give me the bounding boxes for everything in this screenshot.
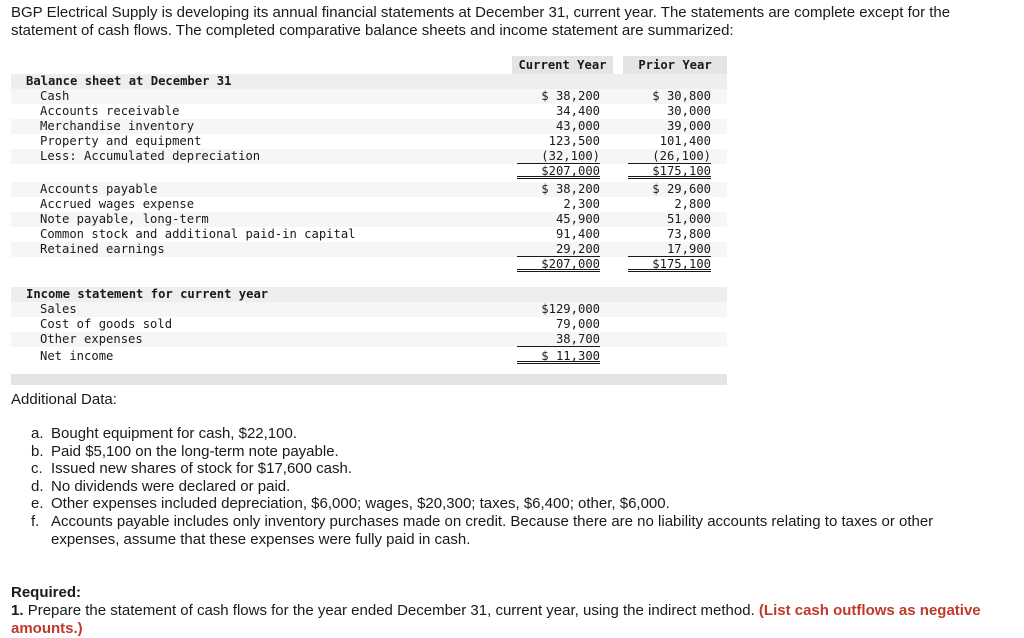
table-row: [11, 302, 727, 317]
column-header-prior-year: Prior Year: [623, 56, 727, 74]
list-item-text: Accounts payable includes only inventory purchases made on credit. Because there are no liability accounts relating to taxes or other expenses, assume that these expenses were fully paid in cash.: [51, 512, 934, 548]
prior-year-value: 51,000: [666, 212, 711, 226]
total-assets-row: [11, 164, 727, 179]
prior-year-value: $ 29,600: [652, 182, 711, 196]
prior-year-value: $ 30,800: [652, 89, 711, 103]
section-gap: [11, 272, 727, 287]
row-label: Cash: [40, 89, 70, 103]
table-row: [11, 182, 727, 197]
table-row: [11, 134, 727, 149]
list-item: [31, 460, 991, 478]
net-income-value: $ 11,300: [517, 349, 600, 364]
list-item-letter: f.: [31, 512, 40, 530]
financial-statements-table: [11, 56, 727, 385]
required-text: Prepare the statement of cash flows for the year ended December 31, current year, using the indirect method.: [27, 602, 755, 619]
table-row: [11, 242, 727, 257]
list-item-letter: d.: [31, 477, 44, 495]
current-year-value: 2,300: [563, 197, 600, 211]
row-label: Net income: [40, 349, 114, 363]
row-label: Note payable, long-term: [40, 212, 209, 226]
column-header-current-year: Current Year: [512, 56, 613, 74]
row-label: Merchandise inventory: [40, 119, 195, 133]
prior-year-value: 101,400: [659, 134, 711, 148]
list-item: [31, 513, 991, 548]
list-item: [31, 495, 991, 513]
balance-sheet-heading: Balance sheet at December 31: [26, 74, 232, 88]
total-liabilities-current: $207,000: [517, 257, 600, 272]
list-item-letter: a.: [31, 425, 44, 442]
row-label: Cost of goods sold: [40, 317, 173, 331]
table-row: [11, 212, 727, 227]
row-label: Accounts receivable: [40, 104, 180, 118]
current-year-value: $129,000: [541, 302, 600, 316]
income-statement-heading-row: [11, 287, 727, 302]
list-item-text: Issued new shares of stock for $17,600 cash.: [51, 460, 353, 478]
required-title: Required:: [11, 584, 82, 601]
current-year-value: $ 38,200: [541, 182, 600, 196]
current-year-value: 29,200: [517, 242, 600, 257]
list-item-letter: b.: [31, 442, 44, 460]
list-item: [31, 443, 991, 461]
table-row: [11, 347, 727, 364]
additional-data-list: [31, 425, 991, 548]
current-year-value: 34,400: [555, 104, 600, 118]
current-year-value: 43,000: [555, 119, 600, 133]
current-year-value: (32,100): [517, 149, 600, 164]
list-item-letter: e.: [31, 495, 44, 513]
list-item-text: Other expenses included depreciation, $6,000; wages, $20,300; taxes, $6,400; other, $6,000.: [51, 495, 670, 513]
table-row: [11, 227, 727, 242]
current-year-value: 79,000: [555, 317, 600, 331]
total-liabilities-row: [11, 257, 727, 272]
row-label: Retained earnings: [40, 242, 165, 256]
required-note: (List cash outflows as negative amounts.): [11, 602, 981, 637]
row-label: Property and equipment: [40, 134, 202, 148]
table-header: [11, 56, 727, 74]
row-label: Other expenses: [40, 332, 143, 346]
row-label: Common stock and additional paid-in capital: [40, 227, 356, 241]
prior-year-value: (26,100): [628, 149, 711, 164]
list-item-text: Paid $5,100 on the long-term note payable.: [51, 442, 339, 460]
table-row: [11, 332, 727, 347]
prior-year-value: 2,800: [674, 197, 711, 211]
list-item-letter: c.: [31, 460, 43, 478]
intro-paragraph: BGP Electrical Supply is developing its annual financial statements at December 31, current year. The statements are complete except for the statement of cash flows. The completed comparative balance sheets and income statement are summarized:: [11, 4, 951, 39]
row-label: Accounts payable: [40, 182, 158, 196]
table-row: [11, 197, 727, 212]
prior-year-value: 39,000: [666, 119, 711, 133]
total-liabilities-prior: $175,100: [628, 257, 711, 272]
balance-sheet-heading-row: [11, 74, 727, 89]
row-label: Sales: [40, 302, 77, 316]
table-row: [11, 149, 727, 164]
income-statement-heading: Income statement for current year: [26, 287, 269, 301]
list-item-text: No dividends were declared or paid.: [51, 477, 291, 495]
current-year-value: 123,500: [548, 134, 600, 148]
table-row: [11, 119, 727, 134]
current-year-value: 45,900: [555, 212, 600, 226]
list-item: [31, 478, 991, 496]
prior-year-value: 17,900: [628, 242, 711, 257]
prior-year-value: 30,000: [666, 104, 711, 118]
total-assets-prior: $175,100: [628, 164, 711, 179]
row-label: Accrued wages expense: [40, 197, 195, 211]
total-assets-current: $207,000: [517, 164, 600, 179]
list-item-text: Bought equipment for cash, $22,100.: [51, 425, 298, 442]
row-label: Less: Accumulated depreciation: [40, 149, 261, 163]
current-year-value: $ 38,200: [541, 89, 600, 103]
current-year-value: 38,700: [517, 332, 600, 347]
current-year-value: 91,400: [555, 227, 600, 241]
table-row: [11, 317, 727, 332]
table-row: [11, 89, 727, 104]
required-instruction: [11, 602, 1011, 638]
table-row: [11, 104, 727, 119]
prior-year-value: 73,800: [666, 227, 711, 241]
additional-data-title: Additional Data:: [11, 391, 117, 408]
required-number: 1.: [11, 602, 24, 619]
table-footer-bar: [11, 374, 727, 385]
list-item: [31, 425, 991, 443]
